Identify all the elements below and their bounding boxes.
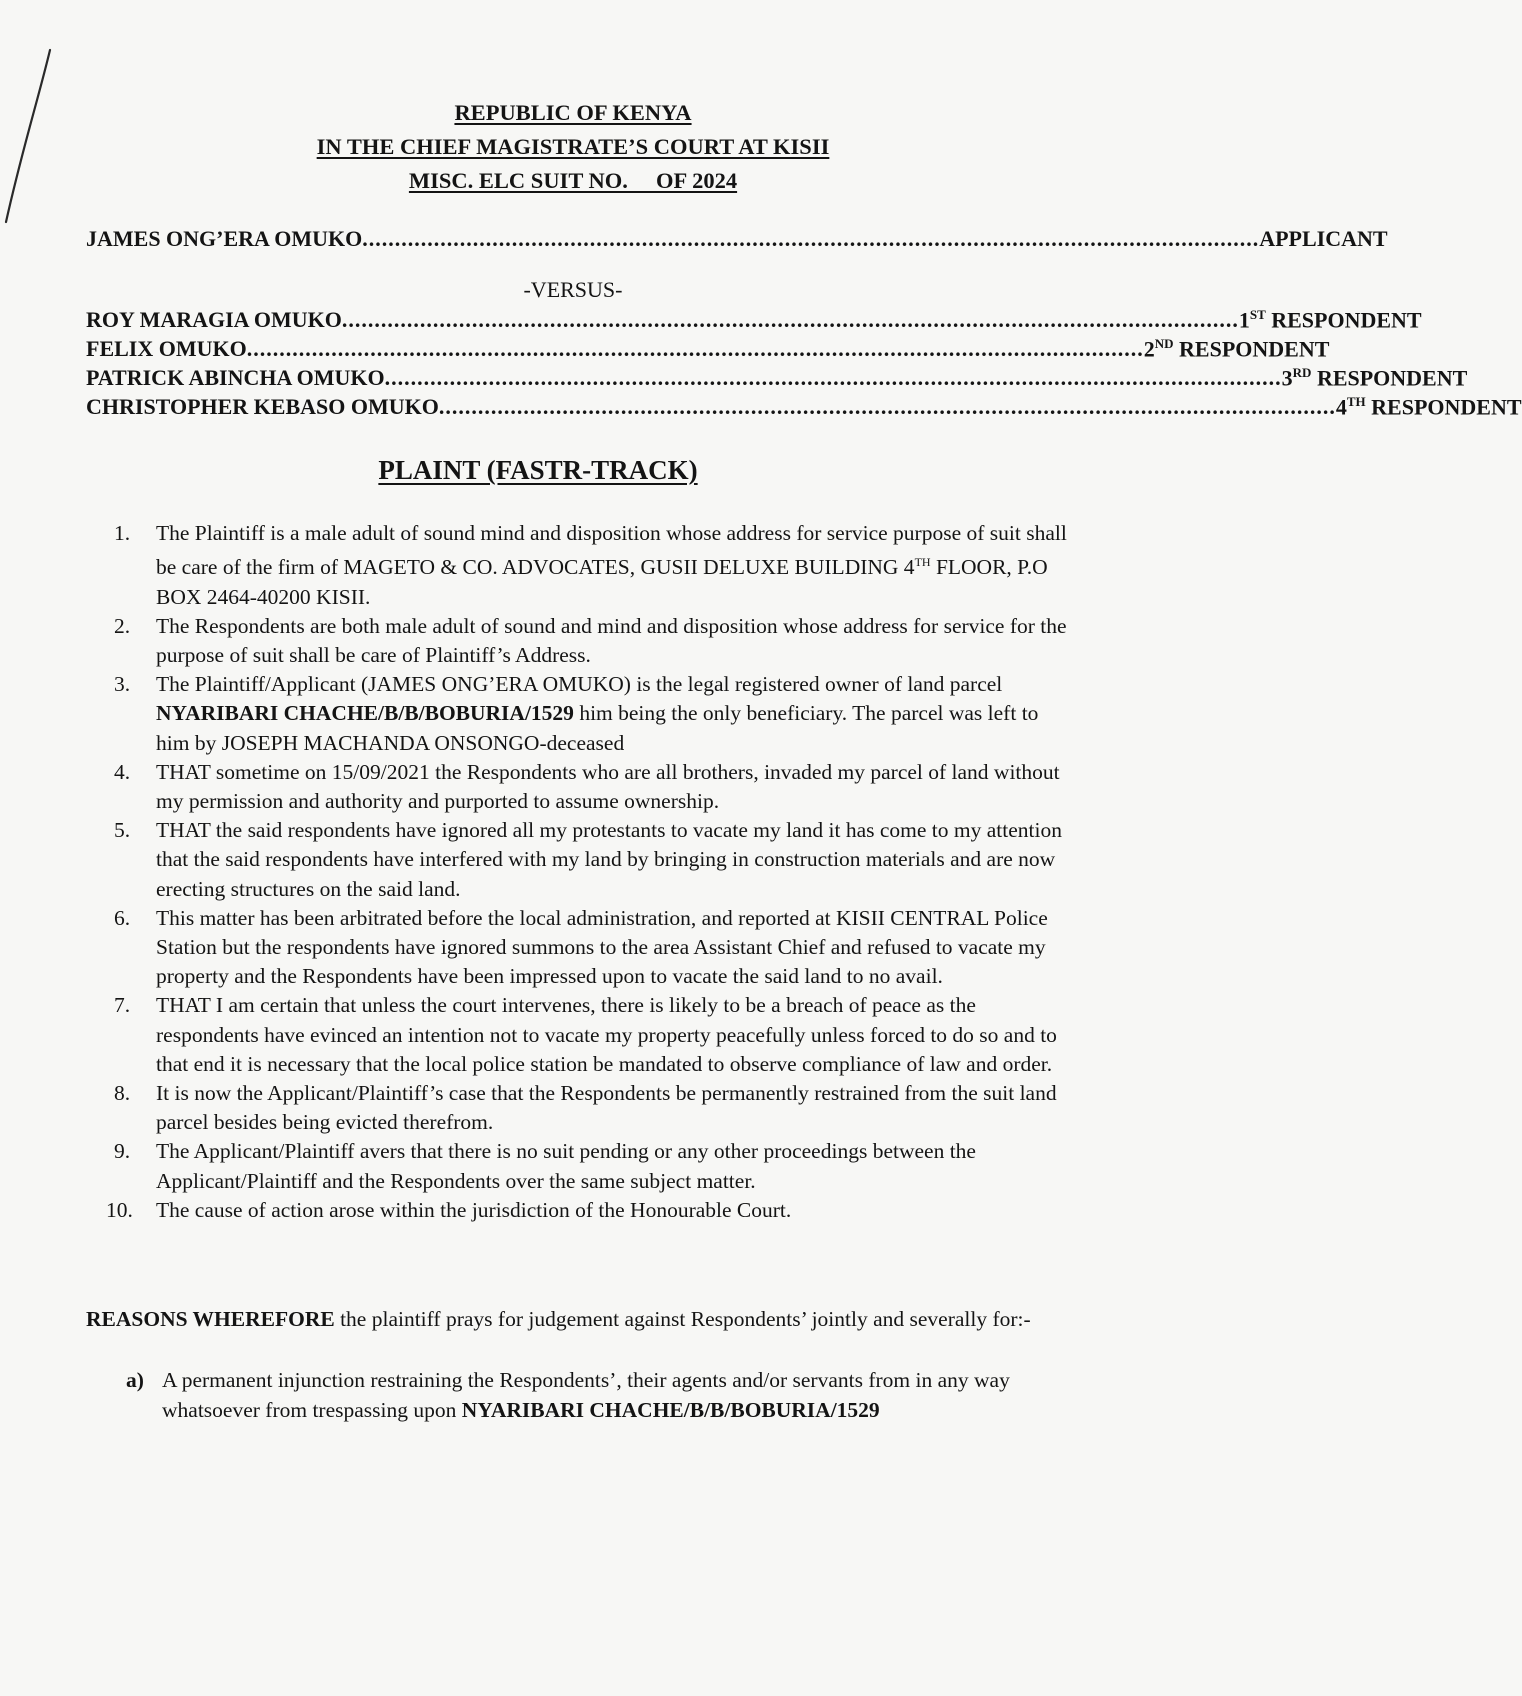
respondent-name: ROY MARAGIA OMUKO: [86, 307, 342, 333]
respondent-role: 4TH RESPONDENT: [1335, 394, 1522, 420]
respondent-role: 3RD RESPONDENT: [1281, 365, 1468, 391]
respondent-name: CHRISTOPHER KEBASO OMUKO: [86, 394, 439, 420]
plaint-paragraphs: [106, 519, 1076, 1225]
respondent-line: [86, 365, 1468, 391]
list-item: 9. The Applicant/Plaintiff avers that there is no suit pending or any other proceedings between the Applicant/Plaintiff and the Respondents over the same subject matter.: [114, 1139, 976, 1193]
header-suit-number: MISC. ELC SUIT NO. OF 2024: [408, 168, 738, 193]
respondent-line: [86, 336, 1330, 362]
list-item: 5. THAT the said respondents have ignored all my protestants to vacate my land it has come to my attention that the said respondents have interfered with my land by bringing in construction materials and are now erecting structures on the said land.: [114, 818, 1062, 901]
respondent-line: [86, 307, 1422, 333]
list-item: 1. The Plaintiff is a male adult of sound mind and disposition whose address for service purpose of suit shall be care of the firm of MAGETO & CO. ADVOCATES, GUSII DELUXE BUILDING 4TH FLOOR, P.O BOX 2464-40200 KISII.: [114, 521, 1067, 609]
list-item: 2. The Respondents are both male adult of sound and mind and disposition whose address for service for the purpose of suit shall be care of Plaintiff’s Address.: [114, 613, 1067, 667]
applicant-role: APPLICANT: [1259, 226, 1388, 251]
applicant-line: [86, 226, 1388, 252]
respondent-role: 2ND RESPONDENT: [1143, 336, 1330, 362]
list-item: 10. The cause of action arose within the jurisdiction of the Honourable Court.: [106, 1197, 792, 1222]
header-republic: REPUBLIC OF KENYA: [454, 100, 692, 125]
list-item: 6. This matter has been arbitrated before the local administration, and reported at KISII CENTRAL Police Station but the respondents have ignored summons to the area Assistant Chief and refused to vacate my property and the Respondents have been impressed upon to vacate the said land to no avail.: [114, 905, 1048, 989]
respondent-name: PATRICK ABINCHA OMUKO: [86, 365, 385, 391]
prayer-item: [126, 1366, 1081, 1425]
list-item: 8. It is now the Applicant/Plaintiff’s case that the Respondents be permanently restrained from the suit land parcel besides being evicted therefrom.: [114, 1081, 1057, 1135]
prayer-text: A permanent injunction restraining the Respondents’, their agents and/or servants from in any way whatsoever from trespassing upon: [162, 1368, 1010, 1422]
respondent-name: FELIX OMUKO: [86, 336, 247, 362]
leader-dots: ..........................................................................................................................................: [384, 365, 1282, 391]
list-item: 3. The Plaintiff/Applicant (JAMES ONG’ERA OMUKO) is the legal registered owner of land parcel NYARIBARI CHACHE/B/B/BOBURIA/1529 him being the only beneficiary. The parcel was left to him by JOSEPH MACHANDA ONSONGO-deceased: [114, 672, 1039, 755]
header-court: IN THE CHIEF MAGISTRATE’S COURT AT KISII: [316, 134, 830, 159]
respondent-role: 1ST RESPONDENT: [1238, 307, 1422, 333]
leader-dots: ..........................................................................................................................................: [438, 394, 1336, 420]
leader-dots: ..........................................................................................................................................: [246, 336, 1144, 362]
reasons-paragraph: [86, 1305, 1076, 1335]
respondent-line: [86, 394, 1522, 420]
list-item: 4. THAT sometime on 15/09/2021 the Respondents who are all brothers, invaded my parcel of land without my permission and authority and purported to assume ownership.: [114, 759, 1060, 813]
leader-dots: ..........................................................................................................................................: [362, 226, 1260, 251]
list-item: 7. THAT I am certain that unless the court intervenes, there is likely to be a breach of peace as the respondents have evinced an intention not to vacate my property peacefully unless forced to do so and to that end it is necessary that the local police station be mandated to observe compliance of law and order.: [114, 993, 1057, 1076]
court-header: [0, 96, 1146, 198]
prayer-parcel: NYARIBARI CHACHE/B/B/BOBURIA/1529: [461, 1397, 880, 1422]
versus-label: -VERSUS-: [523, 277, 623, 302]
document-title: PLAINT (FASTR-TRACK): [378, 455, 698, 485]
leader-dots: ..........................................................................................................................................: [341, 307, 1239, 333]
prayer-number: a): [126, 1368, 144, 1392]
applicant-name: JAMES ONG’ERA OMUKO: [86, 226, 363, 251]
reasons-text: the plaintiff prays for judgement against Respondents’ jointly and severally for:-: [334, 1307, 1031, 1331]
reasons-lead: REASONS WHEREFORE: [86, 1307, 335, 1331]
